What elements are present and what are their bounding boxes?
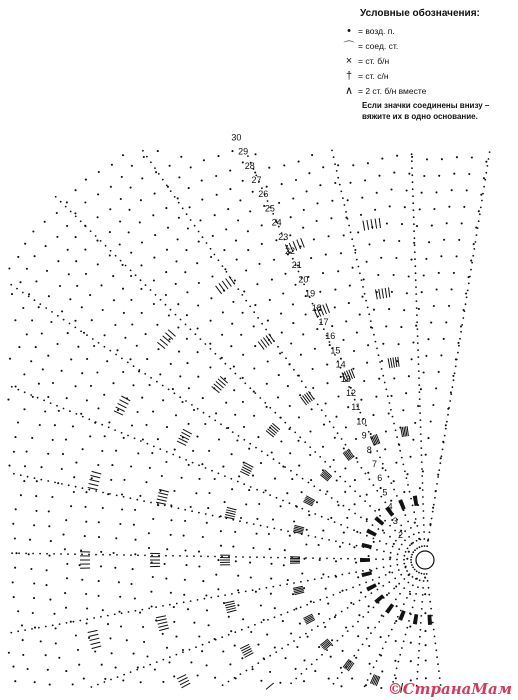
row-number: 12 xyxy=(346,388,357,398)
row-number: 11 xyxy=(351,402,361,413)
row-number: 6 xyxy=(377,473,383,484)
row-number: 17 xyxy=(318,317,329,327)
row-number: 9 xyxy=(361,430,367,441)
watermark: ©СтранаМам xyxy=(387,680,512,698)
row-number: 10 xyxy=(356,416,367,427)
legend xyxy=(340,8,516,122)
legend-row-sc2tog xyxy=(340,83,516,98)
slip-stitch-arc-icon: ⌒ xyxy=(343,40,355,53)
row-number: 15 xyxy=(330,345,341,356)
row-number: 13 xyxy=(340,373,351,384)
double-crochet-icon: † xyxy=(345,69,353,82)
row-number: 20 xyxy=(298,274,309,285)
row-number: 16 xyxy=(325,331,336,342)
legend-label: = соед. ст. xyxy=(358,40,399,51)
row-number: 27 xyxy=(251,175,262,185)
row-number: 14 xyxy=(335,359,346,370)
row-number: 23 xyxy=(278,231,289,242)
sc2tog-icon: ∧ xyxy=(344,85,354,97)
row-number: 2 xyxy=(398,530,404,540)
row-number: 30 xyxy=(231,132,242,143)
legend-row-slip xyxy=(340,38,516,53)
row-number: 25 xyxy=(264,203,275,214)
legend-note: Если значки соединены внизу – вяжите их в одно основание. xyxy=(362,101,490,121)
chain-mesh xyxy=(7,150,490,690)
row-number: 21 xyxy=(291,260,302,271)
row-number: 5 xyxy=(382,487,388,498)
legend-row-chain xyxy=(340,23,516,38)
row-number: 24 xyxy=(271,217,282,228)
legend-label: = ст. б/н xyxy=(358,55,390,66)
row-number: 26 xyxy=(258,189,269,200)
chain-dot-icon: • xyxy=(347,24,351,37)
center-ring xyxy=(416,551,434,569)
row-number: 18 xyxy=(311,302,322,313)
legend-label: = 2 ст. б/н вместе xyxy=(358,85,427,96)
row-number: 8 xyxy=(366,444,372,455)
row-number: 4 xyxy=(387,501,393,512)
legend-label: = ст. с/н xyxy=(358,70,389,81)
legend-row-sc xyxy=(340,53,516,68)
row-number: 29 xyxy=(238,146,249,157)
row-number: 28 xyxy=(244,160,255,171)
legend-title: Условные обозначения: xyxy=(360,8,480,19)
row-number: 22 xyxy=(285,246,296,256)
single-crochet-cross-icon: × xyxy=(345,54,353,67)
legend-row-dc xyxy=(340,68,516,83)
row-number: 3 xyxy=(392,515,398,526)
row-number: 19 xyxy=(305,288,316,299)
row-number: 7 xyxy=(372,459,378,469)
legend-label: = возд. п. xyxy=(358,25,395,36)
